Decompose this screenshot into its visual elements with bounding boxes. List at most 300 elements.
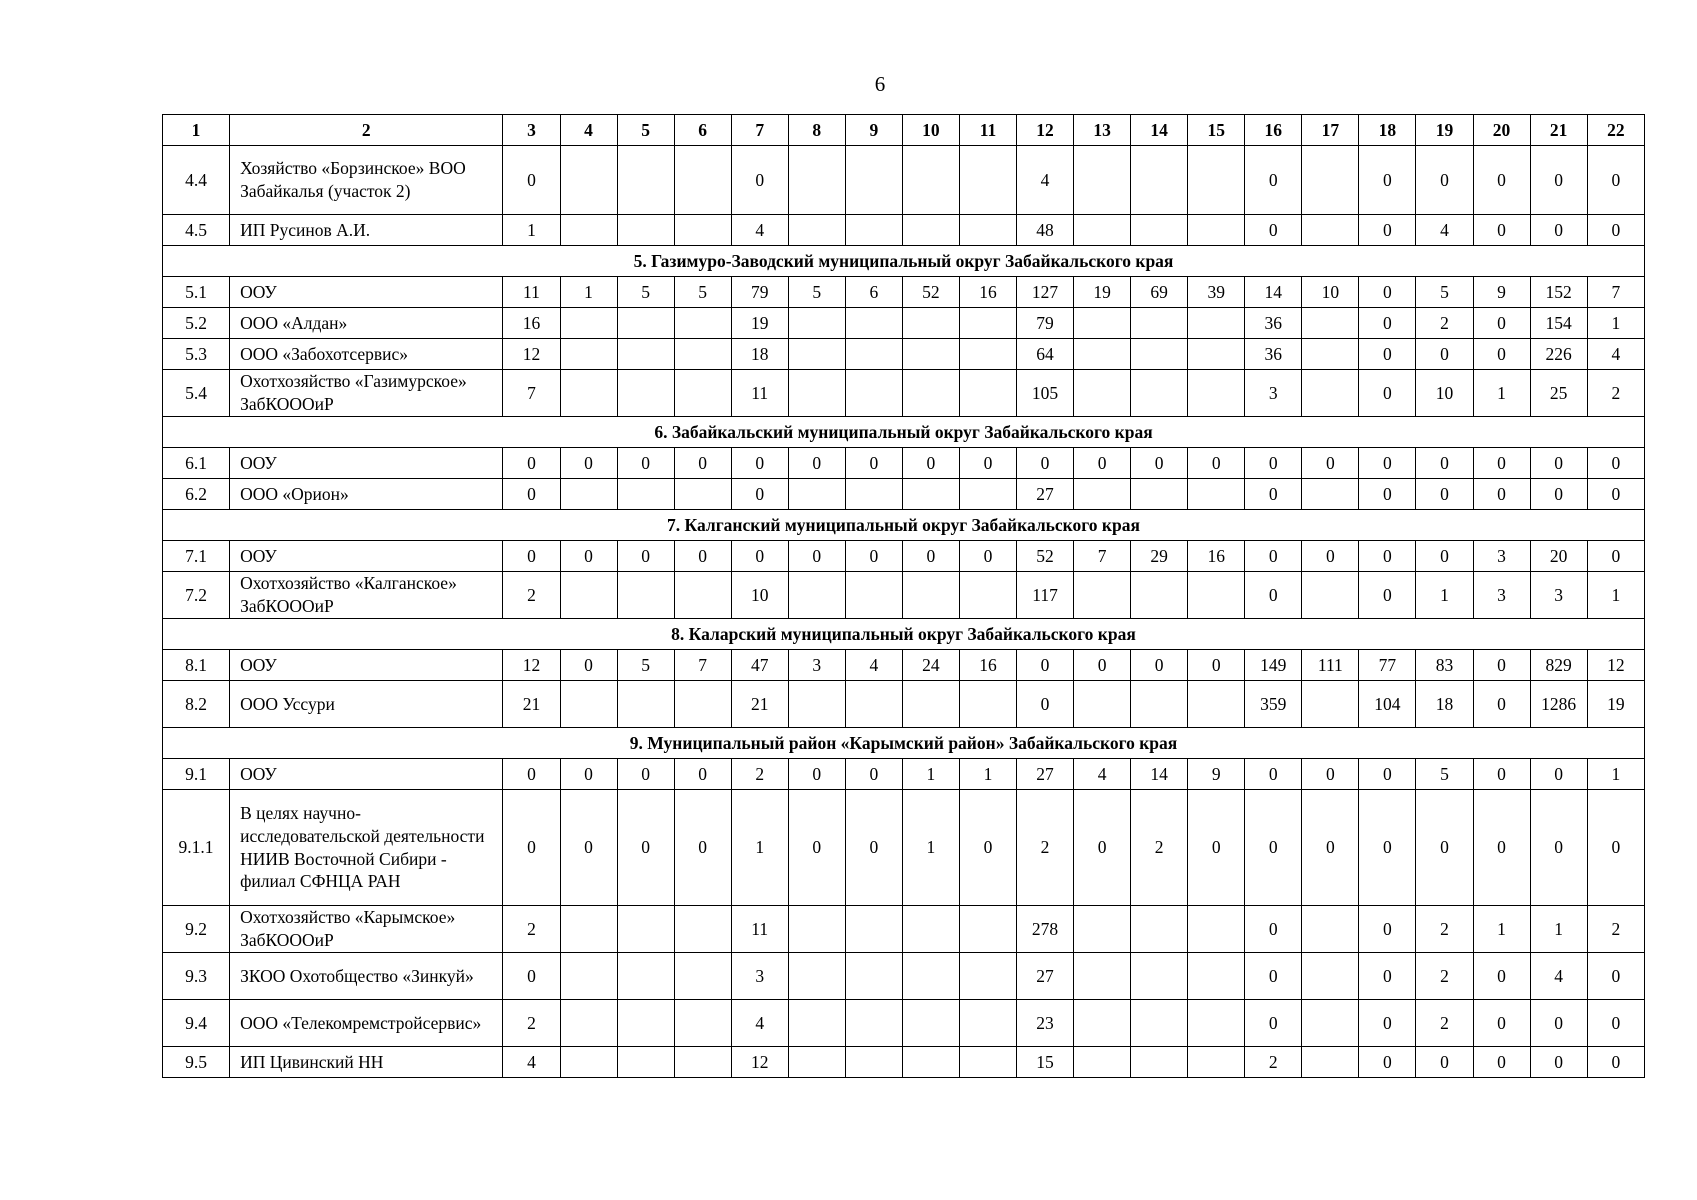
- value-cell: 0: [1302, 790, 1359, 906]
- value-cell: 27: [1017, 479, 1074, 510]
- table-row: [163, 277, 1645, 308]
- row-number-cell: 5.2: [163, 308, 230, 339]
- organization-name-cell: ООО «Алдан»: [230, 308, 503, 339]
- value-cell: 0: [959, 448, 1016, 479]
- value-cell: 1: [1530, 906, 1587, 953]
- value-cell: 0: [1359, 759, 1416, 790]
- section-row: [163, 619, 1645, 650]
- organization-name-cell: ООУ: [230, 541, 503, 572]
- value-cell: 0: [1473, 681, 1530, 728]
- organization-name-cell: Охотхозяйство «Газимурское» ЗабКОООиР: [230, 370, 503, 417]
- table-row: [163, 479, 1645, 510]
- column-header: 9: [845, 115, 902, 146]
- value-cell: 0: [617, 759, 674, 790]
- row-number-cell: 9.1: [163, 759, 230, 790]
- value-cell: [560, 339, 617, 370]
- value-cell: 3: [1530, 572, 1587, 619]
- column-header: 1: [163, 115, 230, 146]
- value-cell: [560, 308, 617, 339]
- value-cell: 83: [1416, 650, 1473, 681]
- value-cell: 69: [1131, 277, 1188, 308]
- value-cell: 3: [731, 953, 788, 1000]
- table-row: [163, 790, 1645, 906]
- value-cell: 47: [731, 650, 788, 681]
- value-cell: 0: [788, 448, 845, 479]
- value-cell: 48: [1017, 215, 1074, 246]
- value-cell: [902, 308, 959, 339]
- value-cell: 1: [1473, 370, 1530, 417]
- value-cell: 12: [1587, 650, 1644, 681]
- value-cell: [1302, 146, 1359, 215]
- value-cell: 0: [1245, 572, 1302, 619]
- value-cell: 0: [560, 759, 617, 790]
- organization-name-cell: ООО «Телекомремстройсервис»: [230, 1000, 503, 1047]
- value-cell: 1: [1587, 759, 1644, 790]
- table-row: [163, 572, 1645, 619]
- value-cell: [788, 146, 845, 215]
- value-cell: 0: [1359, 1047, 1416, 1078]
- value-cell: 1: [560, 277, 617, 308]
- value-cell: 9: [1473, 277, 1530, 308]
- value-cell: 0: [731, 448, 788, 479]
- value-cell: 0: [1245, 953, 1302, 1000]
- value-cell: [1074, 572, 1131, 619]
- column-header: 11: [959, 115, 1016, 146]
- value-cell: [1131, 572, 1188, 619]
- value-cell: 36: [1245, 308, 1302, 339]
- value-cell: 0: [1473, 790, 1530, 906]
- value-cell: [1074, 215, 1131, 246]
- table-row: [163, 759, 1645, 790]
- value-cell: 5: [1416, 277, 1473, 308]
- value-cell: [560, 215, 617, 246]
- value-cell: [674, 339, 731, 370]
- value-cell: 152: [1530, 277, 1587, 308]
- value-cell: 0: [1359, 906, 1416, 953]
- value-cell: [902, 953, 959, 1000]
- value-cell: [1131, 339, 1188, 370]
- value-cell: 0: [617, 541, 674, 572]
- value-cell: [1302, 953, 1359, 1000]
- value-cell: 11: [503, 277, 560, 308]
- section-row: [163, 510, 1645, 541]
- value-cell: 0: [1473, 215, 1530, 246]
- column-header: 7: [731, 115, 788, 146]
- table-row: [163, 448, 1645, 479]
- value-cell: 12: [503, 650, 560, 681]
- value-cell: [617, 370, 674, 417]
- value-cell: 0: [560, 650, 617, 681]
- value-cell: 0: [1416, 339, 1473, 370]
- value-cell: [617, 953, 674, 1000]
- value-cell: 0: [1530, 1047, 1587, 1078]
- table-row: [163, 650, 1645, 681]
- column-header: 21: [1530, 115, 1587, 146]
- organization-name-cell: ЗКОО Охотобщество «Зинкуй»: [230, 953, 503, 1000]
- value-cell: [1131, 906, 1188, 953]
- column-header: 18: [1359, 115, 1416, 146]
- value-cell: [617, 215, 674, 246]
- column-header: 13: [1074, 115, 1131, 146]
- value-cell: 0: [1587, 953, 1644, 1000]
- value-cell: 10: [731, 572, 788, 619]
- organization-name-cell: Охотхозяйство «Карымское» ЗабКОООиР: [230, 906, 503, 953]
- value-cell: 0: [1245, 906, 1302, 953]
- value-cell: 0: [845, 790, 902, 906]
- row-number-cell: 9.1.1: [163, 790, 230, 906]
- section-title: 8. Каларский муниципальный округ Забайкальского края: [163, 619, 1645, 650]
- value-cell: 2: [503, 1000, 560, 1047]
- value-cell: 14: [1245, 277, 1302, 308]
- value-cell: 0: [1359, 146, 1416, 215]
- value-cell: [1131, 953, 1188, 1000]
- value-cell: [560, 572, 617, 619]
- value-cell: 4: [1017, 146, 1074, 215]
- value-cell: 11: [731, 370, 788, 417]
- value-cell: 0: [1587, 790, 1644, 906]
- value-cell: [1074, 339, 1131, 370]
- value-cell: [788, 339, 845, 370]
- value-cell: [560, 479, 617, 510]
- value-cell: 278: [1017, 906, 1074, 953]
- value-cell: 14: [1131, 759, 1188, 790]
- value-cell: [1302, 308, 1359, 339]
- value-cell: 0: [902, 448, 959, 479]
- value-cell: [617, 906, 674, 953]
- value-cell: 2: [1416, 906, 1473, 953]
- value-cell: [845, 906, 902, 953]
- value-cell: [617, 572, 674, 619]
- value-cell: [959, 215, 1016, 246]
- value-cell: 52: [1017, 541, 1074, 572]
- value-cell: 3: [1473, 541, 1530, 572]
- column-header: 3: [503, 115, 560, 146]
- value-cell: 2: [1587, 906, 1644, 953]
- value-cell: 105: [1017, 370, 1074, 417]
- value-cell: 0: [503, 479, 560, 510]
- value-cell: [1188, 479, 1245, 510]
- value-cell: 829: [1530, 650, 1587, 681]
- value-cell: 18: [1416, 681, 1473, 728]
- value-cell: [674, 681, 731, 728]
- value-cell: [845, 572, 902, 619]
- value-cell: 0: [1359, 1000, 1416, 1047]
- value-cell: 0: [1473, 308, 1530, 339]
- value-cell: 0: [1131, 650, 1188, 681]
- value-cell: 0: [1473, 1047, 1530, 1078]
- value-cell: [902, 146, 959, 215]
- value-cell: [902, 1000, 959, 1047]
- data-table: [162, 114, 1645, 1078]
- value-cell: 29: [1131, 541, 1188, 572]
- value-cell: 16: [503, 308, 560, 339]
- value-cell: 0: [1359, 308, 1416, 339]
- value-cell: 0: [1188, 448, 1245, 479]
- value-cell: 0: [1530, 759, 1587, 790]
- value-cell: 2: [1017, 790, 1074, 906]
- value-cell: 0: [617, 448, 674, 479]
- value-cell: [1131, 479, 1188, 510]
- value-cell: [788, 1047, 845, 1078]
- header-row: [163, 115, 1645, 146]
- value-cell: [617, 1047, 674, 1078]
- value-cell: 0: [1245, 541, 1302, 572]
- value-cell: 0: [1359, 953, 1416, 1000]
- value-cell: [1074, 308, 1131, 339]
- organization-name-cell: ООО «Забохотсервис»: [230, 339, 503, 370]
- value-cell: 0: [1017, 448, 1074, 479]
- value-cell: 0: [1017, 650, 1074, 681]
- value-cell: [617, 339, 674, 370]
- value-cell: 11: [731, 906, 788, 953]
- value-cell: [1188, 339, 1245, 370]
- column-header: 16: [1245, 115, 1302, 146]
- value-cell: 12: [503, 339, 560, 370]
- value-cell: 0: [503, 541, 560, 572]
- value-cell: 77: [1359, 650, 1416, 681]
- value-cell: [617, 146, 674, 215]
- table-row: [163, 1047, 1645, 1078]
- table-row: [163, 146, 1645, 215]
- value-cell: 0: [1131, 448, 1188, 479]
- value-cell: [1074, 681, 1131, 728]
- value-cell: [845, 479, 902, 510]
- column-header: 12: [1017, 115, 1074, 146]
- value-cell: [560, 1000, 617, 1047]
- value-cell: [902, 339, 959, 370]
- column-header: 6: [674, 115, 731, 146]
- value-cell: [1131, 370, 1188, 417]
- value-cell: 0: [1530, 1000, 1587, 1047]
- value-cell: [959, 953, 1016, 1000]
- value-cell: [845, 215, 902, 246]
- row-number-cell: 5.3: [163, 339, 230, 370]
- value-cell: 111: [1302, 650, 1359, 681]
- value-cell: [959, 1047, 1016, 1078]
- value-cell: [788, 308, 845, 339]
- value-cell: [845, 370, 902, 417]
- value-cell: 0: [1017, 681, 1074, 728]
- row-number-cell: 6.2: [163, 479, 230, 510]
- value-cell: 4: [1587, 339, 1644, 370]
- value-cell: [1131, 1000, 1188, 1047]
- table-row: [163, 308, 1645, 339]
- value-cell: [674, 479, 731, 510]
- value-cell: [1302, 1000, 1359, 1047]
- organization-name-cell: Охотхозяйство «Калганское» ЗабКОООиР: [230, 572, 503, 619]
- value-cell: 0: [845, 541, 902, 572]
- value-cell: 0: [1530, 479, 1587, 510]
- value-cell: 4: [1074, 759, 1131, 790]
- value-cell: 7: [1587, 277, 1644, 308]
- value-cell: 0: [617, 790, 674, 906]
- value-cell: [1074, 1000, 1131, 1047]
- value-cell: 5: [788, 277, 845, 308]
- row-number-cell: 9.4: [163, 1000, 230, 1047]
- value-cell: 2: [1131, 790, 1188, 906]
- value-cell: 226: [1530, 339, 1587, 370]
- row-number-cell: 7.1: [163, 541, 230, 572]
- value-cell: 21: [731, 681, 788, 728]
- value-cell: [959, 572, 1016, 619]
- value-cell: 0: [1587, 479, 1644, 510]
- value-cell: [845, 339, 902, 370]
- value-cell: [959, 370, 1016, 417]
- value-cell: 0: [1473, 146, 1530, 215]
- value-cell: 0: [788, 759, 845, 790]
- value-cell: [1188, 1047, 1245, 1078]
- value-cell: 39: [1188, 277, 1245, 308]
- row-number-cell: 9.2: [163, 906, 230, 953]
- value-cell: [674, 906, 731, 953]
- value-cell: 21: [503, 681, 560, 728]
- value-cell: 0: [1359, 448, 1416, 479]
- value-cell: 1: [1587, 308, 1644, 339]
- value-cell: 0: [845, 759, 902, 790]
- value-cell: [560, 146, 617, 215]
- value-cell: [959, 479, 1016, 510]
- value-cell: 2: [1587, 370, 1644, 417]
- value-cell: 18: [731, 339, 788, 370]
- organization-name-cell: ООУ: [230, 759, 503, 790]
- value-cell: 0: [731, 479, 788, 510]
- column-header: 19: [1416, 115, 1473, 146]
- value-cell: 0: [1245, 448, 1302, 479]
- value-cell: [1302, 1047, 1359, 1078]
- value-cell: 0: [1416, 479, 1473, 510]
- row-number-cell: 9.5: [163, 1047, 230, 1078]
- value-cell: 27: [1017, 953, 1074, 1000]
- value-cell: [674, 572, 731, 619]
- value-cell: 0: [1245, 1000, 1302, 1047]
- value-cell: 1: [503, 215, 560, 246]
- value-cell: 0: [1530, 448, 1587, 479]
- column-header: 4: [560, 115, 617, 146]
- value-cell: [902, 906, 959, 953]
- value-cell: 5: [617, 277, 674, 308]
- value-cell: 359: [1245, 681, 1302, 728]
- value-cell: [617, 1000, 674, 1047]
- value-cell: 52: [902, 277, 959, 308]
- value-cell: 0: [1188, 650, 1245, 681]
- value-cell: 0: [1530, 146, 1587, 215]
- section-row: [163, 417, 1645, 448]
- value-cell: [1131, 308, 1188, 339]
- value-cell: [788, 953, 845, 1000]
- value-cell: 0: [503, 953, 560, 1000]
- row-number-cell: 5.4: [163, 370, 230, 417]
- organization-name-cell: ООУ: [230, 448, 503, 479]
- value-cell: [845, 1047, 902, 1078]
- value-cell: 0: [1473, 448, 1530, 479]
- value-cell: [959, 339, 1016, 370]
- value-cell: 1: [959, 759, 1016, 790]
- row-number-cell: 9.3: [163, 953, 230, 1000]
- value-cell: 0: [902, 541, 959, 572]
- value-cell: [902, 479, 959, 510]
- organization-name-cell: ООУ: [230, 650, 503, 681]
- value-cell: 12: [731, 1047, 788, 1078]
- value-cell: 79: [1017, 308, 1074, 339]
- value-cell: [617, 308, 674, 339]
- value-cell: 0: [1359, 339, 1416, 370]
- value-cell: 0: [1074, 448, 1131, 479]
- table-row: [163, 681, 1645, 728]
- table-row: [163, 339, 1645, 370]
- value-cell: 3: [1245, 370, 1302, 417]
- organization-name-cell: ИП Цивинский НН: [230, 1047, 503, 1078]
- value-cell: 10: [1416, 370, 1473, 417]
- value-cell: [1302, 681, 1359, 728]
- value-cell: [845, 146, 902, 215]
- value-cell: 7: [503, 370, 560, 417]
- value-cell: 0: [1245, 215, 1302, 246]
- value-cell: 5: [617, 650, 674, 681]
- value-cell: [1074, 1047, 1131, 1078]
- value-cell: 0: [959, 541, 1016, 572]
- value-cell: [1188, 906, 1245, 953]
- value-cell: [788, 1000, 845, 1047]
- value-cell: [560, 681, 617, 728]
- value-cell: 0: [503, 448, 560, 479]
- value-cell: 1: [1587, 572, 1644, 619]
- value-cell: 0: [1302, 448, 1359, 479]
- value-cell: 15: [1017, 1047, 1074, 1078]
- value-cell: 0: [1530, 790, 1587, 906]
- column-header: 20: [1473, 115, 1530, 146]
- table-row: [163, 953, 1645, 1000]
- row-number-cell: 7.2: [163, 572, 230, 619]
- section-title: 9. Муниципальный район «Карымский район» Забайкальского края: [163, 728, 1645, 759]
- table-row: [163, 215, 1645, 246]
- value-cell: 4: [1530, 953, 1587, 1000]
- value-cell: 149: [1245, 650, 1302, 681]
- value-cell: 16: [959, 650, 1016, 681]
- value-cell: [1188, 1000, 1245, 1047]
- value-cell: [1188, 572, 1245, 619]
- value-cell: [1302, 479, 1359, 510]
- value-cell: 0: [959, 790, 1016, 906]
- value-cell: [1074, 953, 1131, 1000]
- value-cell: 27: [1017, 759, 1074, 790]
- value-cell: 0: [503, 146, 560, 215]
- value-cell: [560, 370, 617, 417]
- value-cell: [1302, 572, 1359, 619]
- value-cell: 0: [503, 759, 560, 790]
- value-cell: 1: [902, 759, 959, 790]
- value-cell: 25: [1530, 370, 1587, 417]
- value-cell: [902, 1047, 959, 1078]
- value-cell: 0: [1530, 215, 1587, 246]
- value-cell: 6: [845, 277, 902, 308]
- value-cell: 4: [731, 1000, 788, 1047]
- value-cell: 0: [674, 790, 731, 906]
- value-cell: 0: [1245, 759, 1302, 790]
- value-cell: 0: [560, 790, 617, 906]
- value-cell: [1302, 215, 1359, 246]
- value-cell: 20: [1530, 541, 1587, 572]
- value-cell: 0: [1302, 759, 1359, 790]
- row-number-cell: 6.1: [163, 448, 230, 479]
- value-cell: 4: [1416, 215, 1473, 246]
- value-cell: 0: [1359, 215, 1416, 246]
- value-cell: 64: [1017, 339, 1074, 370]
- value-cell: 0: [1359, 370, 1416, 417]
- value-cell: [560, 1047, 617, 1078]
- value-cell: 2: [503, 572, 560, 619]
- organization-name-cell: ООО Уссури: [230, 681, 503, 728]
- value-cell: 0: [1245, 146, 1302, 215]
